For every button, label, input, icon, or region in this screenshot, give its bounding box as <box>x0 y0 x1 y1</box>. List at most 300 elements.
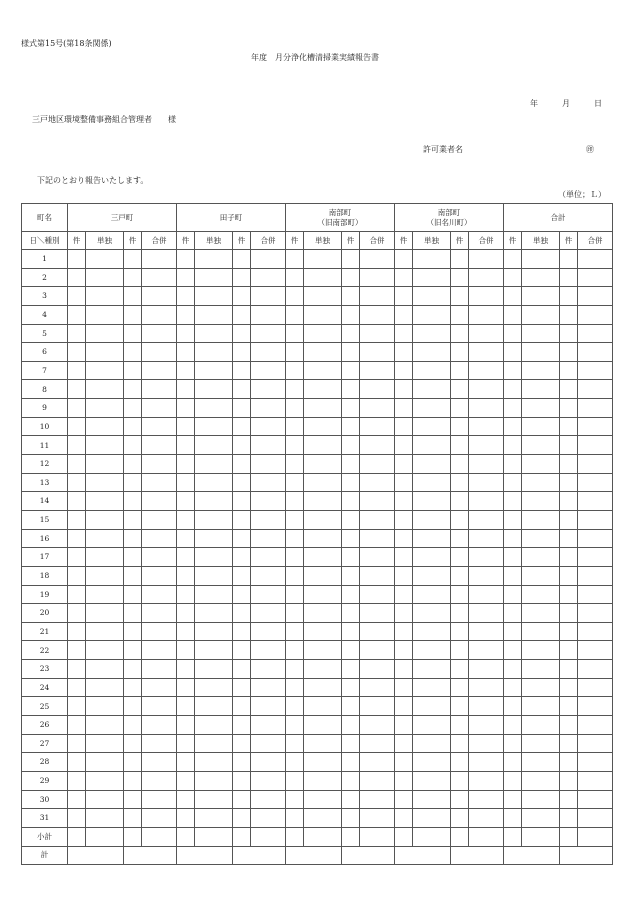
entry-cell[interactable] <box>504 548 522 567</box>
entry-cell[interactable] <box>451 734 469 753</box>
entry-cell[interactable] <box>124 566 142 585</box>
entry-cell[interactable] <box>304 790 342 809</box>
entry-cell[interactable] <box>233 473 251 492</box>
entry-cell[interactable] <box>177 827 195 846</box>
entry-cell[interactable] <box>177 529 195 548</box>
entry-cell[interactable] <box>195 343 233 362</box>
entry-cell[interactable] <box>195 585 233 604</box>
entry-cell[interactable] <box>342 343 360 362</box>
entry-cell[interactable] <box>395 697 413 716</box>
entry-cell[interactable] <box>413 809 451 828</box>
entry-cell[interactable] <box>286 566 304 585</box>
entry-cell[interactable] <box>124 641 142 660</box>
entry-cell[interactable] <box>142 399 177 418</box>
entry-cell[interactable] <box>342 473 360 492</box>
entry-cell[interactable] <box>451 809 469 828</box>
entry-cell[interactable] <box>469 790 504 809</box>
entry-cell[interactable] <box>469 324 504 343</box>
entry-cell[interactable] <box>451 305 469 324</box>
entry-cell[interactable] <box>124 436 142 455</box>
entry-cell[interactable] <box>469 399 504 418</box>
entry-cell[interactable] <box>522 305 560 324</box>
entry-cell[interactable] <box>560 566 578 585</box>
entry-cell[interactable] <box>413 678 451 697</box>
entry-cell[interactable] <box>560 678 578 697</box>
entry-cell[interactable] <box>451 510 469 529</box>
entry-cell[interactable] <box>504 492 522 511</box>
entry-cell[interactable] <box>504 585 522 604</box>
entry-cell[interactable] <box>86 268 124 287</box>
entry-cell[interactable] <box>451 641 469 660</box>
entry-cell[interactable] <box>177 641 195 660</box>
entry-cell[interactable] <box>286 361 304 380</box>
entry-cell[interactable] <box>68 548 86 567</box>
entry-cell[interactable] <box>451 529 469 548</box>
entry-cell[interactable] <box>469 510 504 529</box>
entry-cell[interactable] <box>286 809 304 828</box>
entry-cell[interactable] <box>451 697 469 716</box>
entry-cell[interactable] <box>504 268 522 287</box>
entry-cell[interactable] <box>233 436 251 455</box>
entry-cell[interactable] <box>413 305 451 324</box>
entry-cell[interactable] <box>342 380 360 399</box>
total-count-cell[interactable] <box>395 846 451 864</box>
entry-cell[interactable] <box>86 417 124 436</box>
entry-cell[interactable] <box>560 510 578 529</box>
entry-cell[interactable] <box>195 436 233 455</box>
entry-cell[interactable] <box>68 287 86 306</box>
entry-cell[interactable] <box>560 716 578 735</box>
entry-cell[interactable] <box>68 809 86 828</box>
entry-cell[interactable] <box>233 455 251 474</box>
entry-cell[interactable] <box>395 622 413 641</box>
entry-cell[interactable] <box>195 380 233 399</box>
entry-cell[interactable] <box>195 268 233 287</box>
entry-cell[interactable] <box>469 771 504 790</box>
entry-cell[interactable] <box>68 622 86 641</box>
entry-cell[interactable] <box>233 678 251 697</box>
entry-cell[interactable] <box>86 827 124 846</box>
entry-cell[interactable] <box>177 417 195 436</box>
entry-cell[interactable] <box>360 529 395 548</box>
entry-cell[interactable] <box>251 548 286 567</box>
entry-cell[interactable] <box>342 622 360 641</box>
entry-cell[interactable] <box>233 753 251 772</box>
entry-cell[interactable] <box>304 250 342 269</box>
entry-cell[interactable] <box>413 641 451 660</box>
entry-cell[interactable] <box>578 771 613 790</box>
entry-cell[interactable] <box>578 734 613 753</box>
entry-cell[interactable] <box>522 660 560 679</box>
entry-cell[interactable] <box>560 622 578 641</box>
entry-cell[interactable] <box>522 678 560 697</box>
entry-cell[interactable] <box>578 604 613 623</box>
entry-cell[interactable] <box>522 585 560 604</box>
entry-cell[interactable] <box>451 678 469 697</box>
entry-cell[interactable] <box>469 529 504 548</box>
entry-cell[interactable] <box>522 287 560 306</box>
entry-cell[interactable] <box>504 604 522 623</box>
entry-cell[interactable] <box>177 436 195 455</box>
entry-cell[interactable] <box>560 287 578 306</box>
entry-cell[interactable] <box>124 287 142 306</box>
entry-cell[interactable] <box>451 343 469 362</box>
entry-cell[interactable] <box>395 585 413 604</box>
entry-cell[interactable] <box>342 585 360 604</box>
entry-cell[interactable] <box>177 697 195 716</box>
entry-cell[interactable] <box>504 660 522 679</box>
entry-cell[interactable] <box>142 529 177 548</box>
entry-cell[interactable] <box>142 678 177 697</box>
entry-cell[interactable] <box>578 809 613 828</box>
entry-cell[interactable] <box>177 380 195 399</box>
entry-cell[interactable] <box>86 734 124 753</box>
entry-cell[interactable] <box>578 622 613 641</box>
entry-cell[interactable] <box>504 790 522 809</box>
entry-cell[interactable] <box>304 641 342 660</box>
entry-cell[interactable] <box>360 753 395 772</box>
total-count-cell[interactable] <box>286 846 342 864</box>
entry-cell[interactable] <box>413 380 451 399</box>
entry-cell[interactable] <box>578 566 613 585</box>
entry-cell[interactable] <box>177 343 195 362</box>
entry-cell[interactable] <box>360 305 395 324</box>
total-volume-cell[interactable] <box>233 846 286 864</box>
entry-cell[interactable] <box>304 585 342 604</box>
entry-cell[interactable] <box>451 566 469 585</box>
entry-cell[interactable] <box>68 790 86 809</box>
entry-cell[interactable] <box>195 734 233 753</box>
entry-cell[interactable] <box>195 473 233 492</box>
entry-cell[interactable] <box>124 417 142 436</box>
entry-cell[interactable] <box>504 827 522 846</box>
entry-cell[interactable] <box>86 492 124 511</box>
entry-cell[interactable] <box>504 436 522 455</box>
entry-cell[interactable] <box>578 790 613 809</box>
entry-cell[interactable] <box>451 473 469 492</box>
entry-cell[interactable] <box>286 604 304 623</box>
entry-cell[interactable] <box>86 678 124 697</box>
entry-cell[interactable] <box>195 827 233 846</box>
entry-cell[interactable] <box>360 734 395 753</box>
entry-cell[interactable] <box>395 380 413 399</box>
entry-cell[interactable] <box>504 510 522 529</box>
entry-cell[interactable] <box>304 510 342 529</box>
entry-cell[interactable] <box>124 771 142 790</box>
entry-cell[interactable] <box>124 790 142 809</box>
entry-cell[interactable] <box>177 250 195 269</box>
entry-cell[interactable] <box>342 678 360 697</box>
entry-cell[interactable] <box>342 510 360 529</box>
entry-cell[interactable] <box>469 361 504 380</box>
entry-cell[interactable] <box>451 548 469 567</box>
entry-cell[interactable] <box>286 287 304 306</box>
entry-cell[interactable] <box>251 473 286 492</box>
entry-cell[interactable] <box>142 753 177 772</box>
entry-cell[interactable] <box>560 380 578 399</box>
entry-cell[interactable] <box>251 641 286 660</box>
entry-cell[interactable] <box>286 399 304 418</box>
entry-cell[interactable] <box>342 399 360 418</box>
entry-cell[interactable] <box>395 324 413 343</box>
entry-cell[interactable] <box>142 380 177 399</box>
entry-cell[interactable] <box>395 678 413 697</box>
entry-cell[interactable] <box>177 492 195 511</box>
entry-cell[interactable] <box>142 660 177 679</box>
entry-cell[interactable] <box>578 436 613 455</box>
entry-cell[interactable] <box>86 641 124 660</box>
entry-cell[interactable] <box>195 305 233 324</box>
entry-cell[interactable] <box>233 809 251 828</box>
entry-cell[interactable] <box>286 380 304 399</box>
entry-cell[interactable] <box>286 622 304 641</box>
entry-cell[interactable] <box>451 268 469 287</box>
entry-cell[interactable] <box>251 622 286 641</box>
entry-cell[interactable] <box>413 753 451 772</box>
entry-cell[interactable] <box>560 417 578 436</box>
entry-cell[interactable] <box>395 492 413 511</box>
entry-cell[interactable] <box>195 455 233 474</box>
entry-cell[interactable] <box>504 380 522 399</box>
entry-cell[interactable] <box>251 417 286 436</box>
entry-cell[interactable] <box>286 548 304 567</box>
entry-cell[interactable] <box>560 771 578 790</box>
entry-cell[interactable] <box>195 604 233 623</box>
entry-cell[interactable] <box>286 641 304 660</box>
entry-cell[interactable] <box>342 361 360 380</box>
entry-cell[interactable] <box>342 660 360 679</box>
entry-cell[interactable] <box>68 566 86 585</box>
entry-cell[interactable] <box>395 753 413 772</box>
entry-cell[interactable] <box>177 660 195 679</box>
entry-cell[interactable] <box>177 268 195 287</box>
entry-cell[interactable] <box>177 510 195 529</box>
entry-cell[interactable] <box>124 585 142 604</box>
entry-cell[interactable] <box>286 790 304 809</box>
entry-cell[interactable] <box>251 436 286 455</box>
entry-cell[interactable] <box>522 716 560 735</box>
entry-cell[interactable] <box>413 324 451 343</box>
entry-cell[interactable] <box>304 455 342 474</box>
entry-cell[interactable] <box>522 380 560 399</box>
entry-cell[interactable] <box>233 529 251 548</box>
entry-cell[interactable] <box>360 566 395 585</box>
entry-cell[interactable] <box>304 287 342 306</box>
entry-cell[interactable] <box>469 827 504 846</box>
entry-cell[interactable] <box>395 361 413 380</box>
entry-cell[interactable] <box>86 697 124 716</box>
entry-cell[interactable] <box>560 436 578 455</box>
entry-cell[interactable] <box>177 790 195 809</box>
entry-cell[interactable] <box>251 380 286 399</box>
entry-cell[interactable] <box>233 324 251 343</box>
entry-cell[interactable] <box>124 268 142 287</box>
entry-cell[interactable] <box>395 529 413 548</box>
entry-cell[interactable] <box>504 287 522 306</box>
entry-cell[interactable] <box>177 622 195 641</box>
entry-cell[interactable] <box>522 324 560 343</box>
entry-cell[interactable] <box>395 343 413 362</box>
entry-cell[interactable] <box>522 455 560 474</box>
entry-cell[interactable] <box>522 790 560 809</box>
entry-cell[interactable] <box>68 399 86 418</box>
entry-cell[interactable] <box>469 697 504 716</box>
entry-cell[interactable] <box>578 697 613 716</box>
entry-cell[interactable] <box>251 660 286 679</box>
entry-cell[interactable] <box>142 548 177 567</box>
entry-cell[interactable] <box>469 436 504 455</box>
entry-cell[interactable] <box>522 566 560 585</box>
entry-cell[interactable] <box>86 399 124 418</box>
entry-cell[interactable] <box>578 492 613 511</box>
entry-cell[interactable] <box>251 361 286 380</box>
entry-cell[interactable] <box>522 641 560 660</box>
entry-cell[interactable] <box>360 324 395 343</box>
entry-cell[interactable] <box>86 361 124 380</box>
entry-cell[interactable] <box>233 268 251 287</box>
entry-cell[interactable] <box>124 827 142 846</box>
entry-cell[interactable] <box>469 622 504 641</box>
entry-cell[interactable] <box>360 585 395 604</box>
entry-cell[interactable] <box>195 510 233 529</box>
entry-cell[interactable] <box>342 809 360 828</box>
entry-cell[interactable] <box>342 716 360 735</box>
entry-cell[interactable] <box>304 753 342 772</box>
entry-cell[interactable] <box>360 436 395 455</box>
entry-cell[interactable] <box>251 716 286 735</box>
entry-cell[interactable] <box>286 250 304 269</box>
entry-cell[interactable] <box>413 510 451 529</box>
entry-cell[interactable] <box>469 548 504 567</box>
entry-cell[interactable] <box>251 492 286 511</box>
entry-cell[interactable] <box>469 268 504 287</box>
entry-cell[interactable] <box>124 455 142 474</box>
entry-cell[interactable] <box>578 548 613 567</box>
entry-cell[interactable] <box>233 548 251 567</box>
entry-cell[interactable] <box>395 716 413 735</box>
entry-cell[interactable] <box>251 324 286 343</box>
entry-cell[interactable] <box>522 697 560 716</box>
entry-cell[interactable] <box>413 250 451 269</box>
entry-cell[interactable] <box>342 566 360 585</box>
entry-cell[interactable] <box>360 771 395 790</box>
total-count-cell[interactable] <box>504 846 560 864</box>
entry-cell[interactable] <box>395 604 413 623</box>
entry-cell[interactable] <box>304 548 342 567</box>
entry-cell[interactable] <box>124 604 142 623</box>
entry-cell[interactable] <box>251 455 286 474</box>
entry-cell[interactable] <box>342 436 360 455</box>
entry-cell[interactable] <box>522 361 560 380</box>
entry-cell[interactable] <box>560 399 578 418</box>
entry-cell[interactable] <box>195 753 233 772</box>
entry-cell[interactable] <box>304 604 342 623</box>
entry-cell[interactable] <box>578 716 613 735</box>
total-count-cell[interactable] <box>68 846 124 864</box>
entry-cell[interactable] <box>504 641 522 660</box>
entry-cell[interactable] <box>68 268 86 287</box>
entry-cell[interactable] <box>68 473 86 492</box>
entry-cell[interactable] <box>413 548 451 567</box>
entry-cell[interactable] <box>233 305 251 324</box>
entry-cell[interactable] <box>578 473 613 492</box>
entry-cell[interactable] <box>286 753 304 772</box>
entry-cell[interactable] <box>195 790 233 809</box>
entry-cell[interactable] <box>522 268 560 287</box>
entry-cell[interactable] <box>177 734 195 753</box>
entry-cell[interactable] <box>304 678 342 697</box>
entry-cell[interactable] <box>286 473 304 492</box>
entry-cell[interactable] <box>451 716 469 735</box>
entry-cell[interactable] <box>560 305 578 324</box>
entry-cell[interactable] <box>413 399 451 418</box>
entry-cell[interactable] <box>142 734 177 753</box>
entry-cell[interactable] <box>86 604 124 623</box>
entry-cell[interactable] <box>233 790 251 809</box>
entry-cell[interactable] <box>251 510 286 529</box>
entry-cell[interactable] <box>342 734 360 753</box>
entry-cell[interactable] <box>304 473 342 492</box>
entry-cell[interactable] <box>395 455 413 474</box>
entry-cell[interactable] <box>522 343 560 362</box>
entry-cell[interactable] <box>286 716 304 735</box>
entry-cell[interactable] <box>68 771 86 790</box>
entry-cell[interactable] <box>451 827 469 846</box>
entry-cell[interactable] <box>142 604 177 623</box>
entry-cell[interactable] <box>86 287 124 306</box>
entry-cell[interactable] <box>304 771 342 790</box>
entry-cell[interactable] <box>142 268 177 287</box>
entry-cell[interactable] <box>522 827 560 846</box>
entry-cell[interactable] <box>469 287 504 306</box>
entry-cell[interactable] <box>469 566 504 585</box>
entry-cell[interactable] <box>504 697 522 716</box>
entry-cell[interactable] <box>395 473 413 492</box>
entry-cell[interactable] <box>286 417 304 436</box>
entry-cell[interactable] <box>395 268 413 287</box>
entry-cell[interactable] <box>578 585 613 604</box>
entry-cell[interactable] <box>177 809 195 828</box>
entry-cell[interactable] <box>124 492 142 511</box>
entry-cell[interactable] <box>360 473 395 492</box>
entry-cell[interactable] <box>451 753 469 772</box>
entry-cell[interactable] <box>233 622 251 641</box>
entry-cell[interactable] <box>395 436 413 455</box>
entry-cell[interactable] <box>413 492 451 511</box>
entry-cell[interactable] <box>469 678 504 697</box>
entry-cell[interactable] <box>522 250 560 269</box>
entry-cell[interactable] <box>177 604 195 623</box>
entry-cell[interactable] <box>560 361 578 380</box>
entry-cell[interactable] <box>233 566 251 585</box>
entry-cell[interactable] <box>578 510 613 529</box>
total-volume-cell[interactable] <box>560 846 613 864</box>
entry-cell[interactable] <box>177 566 195 585</box>
entry-cell[interactable] <box>522 529 560 548</box>
entry-cell[interactable] <box>304 716 342 735</box>
entry-cell[interactable] <box>469 660 504 679</box>
entry-cell[interactable] <box>413 473 451 492</box>
entry-cell[interactable] <box>68 380 86 399</box>
entry-cell[interactable] <box>124 548 142 567</box>
entry-cell[interactable] <box>286 492 304 511</box>
entry-cell[interactable] <box>233 343 251 362</box>
entry-cell[interactable] <box>342 455 360 474</box>
entry-cell[interactable] <box>413 771 451 790</box>
entry-cell[interactable] <box>578 324 613 343</box>
entry-cell[interactable] <box>304 827 342 846</box>
entry-cell[interactable] <box>233 660 251 679</box>
